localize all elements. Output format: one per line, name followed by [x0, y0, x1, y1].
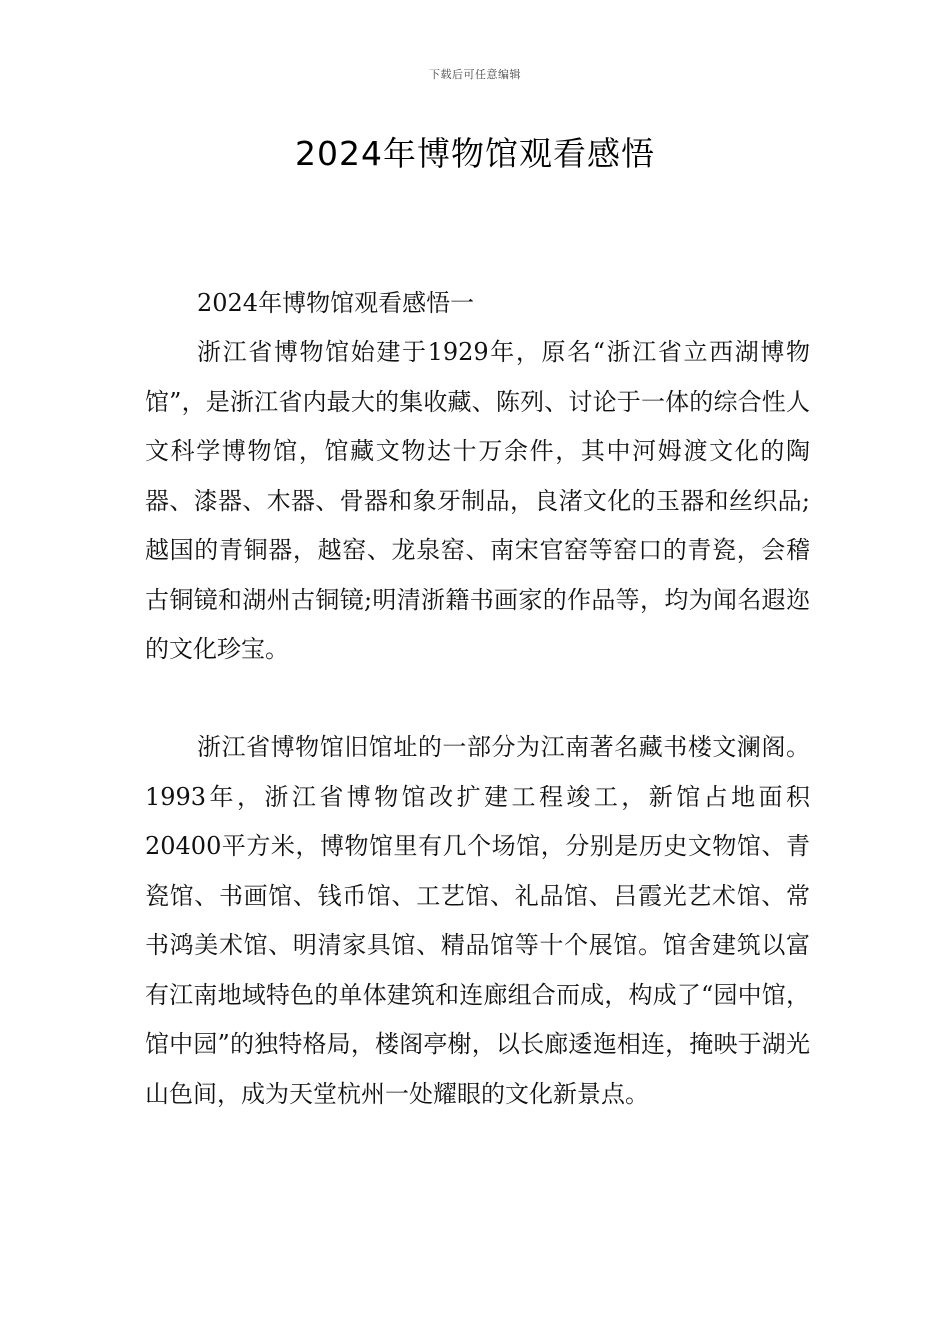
paragraph-1: 浙江省博物馆始建于1929年，原名“浙江省立西湖博物馆”，是浙江省内最大的集收藏、陈列、讨论于一体的综合性人文科学博物馆，馆藏文物达十万余件，其中河姆渡文化的陶器、漆器、木器、骨器和象牙制品，良渚文化的玉器和丝织品;越国的青铜器，越窑、龙泉窑、南宋官窑等窑口的青瓷，会稽古铜镜和湖州古铜镜;明清浙籍书画家的作品等，均为闻名遐迩的文化珍宝。: [145, 338, 810, 663]
page-title: 2024年博物馆观看感悟: [295, 134, 655, 173]
paragraph-2: 浙江省博物馆旧馆址的一部分为江南著名藏书楼文澜阁。1993年，浙江省博物馆改扩建工程竣工，新馆占地面积20400平方米，博物馆里有几个场馆，分别是历史文物馆、青瓷馆、书画馆、钱币馆、工艺馆、礼品馆、吕霞光艺术馆、常书鸿美术馆、明清家具馆、精品馆等十个展馆。馆舍建筑以富有江南地域特色的单体建筑和连廊组合而成，构成了“园中馆，馆中园”的独特格局，楼阁亭榭，以长廊逶迤相连，掩映于湖光山色间，成为天堂杭州一处耀眼的文化新景点。: [145, 733, 810, 1108]
section-heading: 2024年博物馆观看感悟一: [197, 289, 475, 317]
header-note: 下载后可任意编辑: [429, 68, 521, 81]
